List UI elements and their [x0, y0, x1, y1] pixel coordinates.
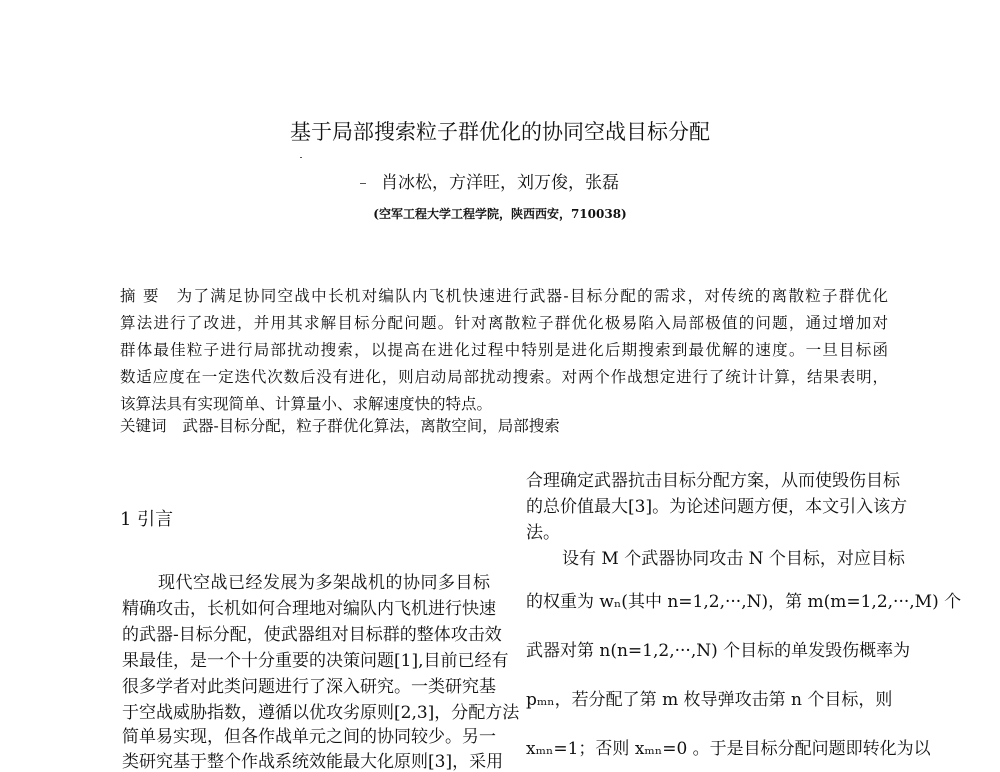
abstract-line: 算法进行了改进，并用其求解目标分配问题。针对离散粒子群优化极易陷入局部极值的问题，通过增加对: [120, 314, 888, 332]
body-line: 类研究基于整个作战系统效能最大化原则[3]，采用: [122, 752, 504, 772]
body-line: 的权重为 wₙ(其中 n=1,2,···,N)，第 m(m=1,2,···,M) 个: [526, 592, 962, 612]
body-line: 很多学者对此类问题进行了深入研究。一类研究基: [122, 677, 496, 697]
keywords-label: 关键词: [120, 417, 167, 435]
affiliation: (空军工程大学工程学院，陕西西安，710038): [373, 207, 627, 221]
abstract-line: 摘 要 为了满足协同空战中长机对编队内飞机快速进行武器-目标分配的需求，对传统的离散粒子群优化: [120, 287, 888, 305]
paper-title: 基于局部搜索粒子群优化的协同空战目标分配: [290, 120, 710, 144]
body-line: 合理确定武器抗击目标分配方案，从而使毁伤目标: [526, 471, 900, 491]
scan-speck: [360, 183, 366, 184]
body-line: 的武器-目标分配，使武器组对目标群的整体攻击效: [122, 625, 502, 645]
body-line: 武器对第 n(n=1,2,···,N) 个目标的单发毁伤概率为: [526, 641, 911, 661]
body-line: 果最佳，是一个十分重要的决策问题[1],目前已经有: [122, 651, 509, 671]
section-heading-introduction: 1 引言: [120, 509, 174, 530]
authors: 肖冰松，方洋旺，刘万俊，张磊: [381, 173, 619, 193]
body-line: 现代空战已经发展为多架战机的协同多目标: [158, 573, 490, 593]
body-line: 法。: [526, 523, 560, 543]
body-line: xₘₙ=1；否则 xₘₙ=0 。于是目标分配问题即转化为以: [526, 739, 931, 759]
abstract-line: 数适应度在一定迭代次数后没有进化，则启动局部扰动搜索。对两个作战想定进行了统计计算，结果表明，: [120, 368, 888, 386]
keywords: [120, 414, 560, 436]
abstract-line: 该算法具有实现简单、计算量小、求解速度快的特点。: [120, 395, 493, 413]
abstract-line: 群体最佳粒子进行局部扰动搜索，以提高在进化过程中特别是进化后期搜索到最优解的速度。一旦目标函: [120, 341, 888, 359]
body-line: 设有 M 个武器协同攻击 N 个目标，对应目标: [562, 549, 905, 569]
body-line: 简单易实现，但各作战单元之间的协同较少。另一: [122, 727, 496, 747]
body-line: 的总价值最大[3]。为论述问题方便，本文引入该方: [526, 497, 908, 517]
body-line: pₘₙ，若分配了第 m 枚导弹攻击第 n 个目标，则: [526, 690, 893, 710]
keywords-text: 武器-目标分配，粒子群优化算法，离散空间，局部搜索: [182, 417, 560, 435]
scan-speck: [300, 157, 302, 158]
body-line: 于空战威胁指数，遵循以优攻劣原则[2,3]，分配方法: [122, 703, 520, 723]
body-line: 精确攻击，长机如何合理地对编队内飞机进行快速: [122, 599, 496, 619]
